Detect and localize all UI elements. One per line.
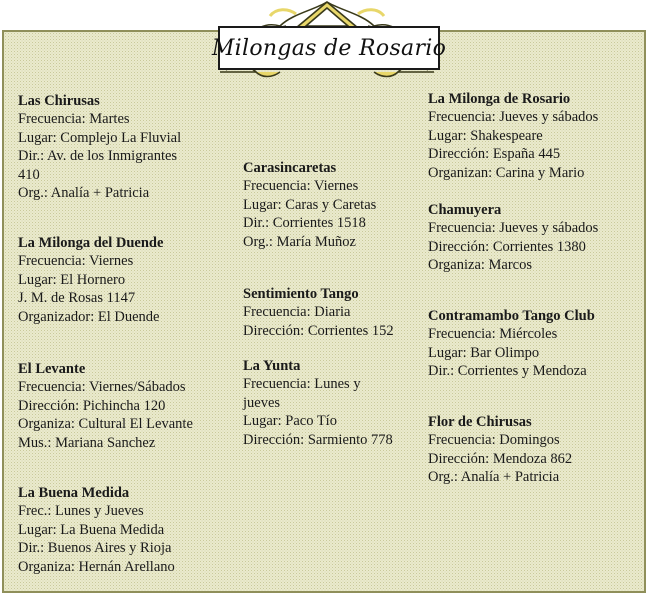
venue-detail: Frecuencia: Jueves y sábados	[428, 220, 599, 237]
venue-detail: Frecuencia: Viernes	[243, 178, 359, 195]
venue-entry	[243, 357, 423, 449]
venue-name: Carasincaretas	[243, 160, 337, 176]
venue-detail: Mus.: Mariana Sanchez	[18, 434, 156, 451]
venue-detail: 410	[18, 166, 40, 183]
venue-detail: Frecuencia: Diaria	[243, 304, 351, 321]
venue-name: La Buena Medida	[18, 485, 130, 501]
venue-entry	[18, 360, 228, 452]
venue-detail: Organizador: El Duende	[18, 308, 160, 325]
venue-entry	[18, 234, 228, 326]
venue-detail: Lugar: Shakespeare	[428, 127, 543, 144]
venue-detail: Dir.: Corrientes 1518	[243, 215, 366, 232]
venue-entry	[428, 413, 643, 487]
venue-detail: Organiza: Marcos	[428, 257, 533, 274]
venue-detail: Frec.: Lunes y Jueves	[18, 503, 144, 520]
venue-detail: Dir.: Corrientes y Mendoza	[428, 363, 587, 380]
venue-detail: Dir.: Buenos Aires y Rioja	[18, 540, 172, 557]
venue-detail: Frecuencia: Domingos	[428, 432, 560, 449]
venue-name: Las Chirusas	[18, 93, 100, 109]
venue-entry	[428, 307, 643, 381]
venue-detail: Frecuencia: Viernes/Sábados	[18, 379, 186, 396]
venue-detail: Frecuencia: Viernes	[18, 253, 134, 270]
venue-detail: Dirección: Corrientes 1380	[428, 238, 586, 255]
venue-entry	[243, 285, 423, 340]
venue-detail: Lugar: Complejo La Fluvial	[18, 129, 182, 146]
venue-detail: Org.: Analía + Patricia	[18, 185, 150, 202]
venue-detail: Organiza: Hernán Arellano	[18, 558, 175, 575]
venue-entry	[428, 90, 643, 182]
venue-detail: jueves	[243, 394, 281, 411]
venue-detail: Org.: Analía + Patricia	[428, 469, 560, 486]
venue-entry	[428, 201, 643, 275]
venue-detail: Organizan: Carina y Mario	[428, 164, 585, 181]
venue-name: Flor de Chirusas	[428, 414, 532, 430]
venue-detail: Dirección: Corrientes 152	[243, 322, 394, 339]
venue-detail: Lugar: El Hornero	[18, 271, 126, 288]
venue-detail: Organiza: Cultural El Levante	[18, 416, 193, 433]
venue-detail: Lugar: Caras y Caretas	[243, 196, 377, 213]
venue-detail: Frecuencia: Jueves y sábados	[428, 109, 599, 126]
venue-entry	[18, 484, 228, 576]
venue-name: Chamuyera	[428, 202, 502, 218]
venue-detail: Frecuencia: Martes	[18, 111, 130, 128]
venue-name: La Milonga de Rosario	[428, 91, 571, 107]
venue-detail: Dirección: Pichincha 120	[18, 397, 166, 414]
venue-detail: Org.: María Muñoz	[243, 233, 356, 250]
venue-name: La Yunta	[243, 358, 301, 374]
venue-entry	[18, 92, 228, 202]
venue-detail: Dir.: Av. de los Inmigrantes	[18, 148, 178, 165]
title-banner	[211, 26, 447, 70]
venue-name: El Levante	[18, 361, 86, 377]
venue-name: Sentimiento Tango	[243, 286, 359, 302]
venue-detail: Dirección: España 445	[428, 146, 561, 163]
venue-detail: Dirección: Sarmiento 778	[243, 431, 393, 448]
venue-detail: Frecuencia: Lunes y	[243, 376, 361, 393]
venue-detail: Lugar: La Buena Medida	[18, 521, 165, 538]
venue-entry	[243, 159, 423, 251]
page-title: Milongas de Rosario	[211, 35, 447, 61]
venue-detail: Lugar: Paco Tío	[243, 413, 337, 430]
venue-name: Contramambo Tango Club	[428, 308, 595, 324]
venue-detail: Frecuencia: Miércoles	[428, 326, 558, 343]
venue-name: La Milonga del Duende	[18, 235, 164, 251]
venue-detail: J. M. de Rosas 1147	[18, 290, 136, 307]
venue-detail: Lugar: Bar Olimpo	[428, 344, 540, 361]
venue-detail: Dirección: Mendoza 862	[428, 450, 573, 467]
